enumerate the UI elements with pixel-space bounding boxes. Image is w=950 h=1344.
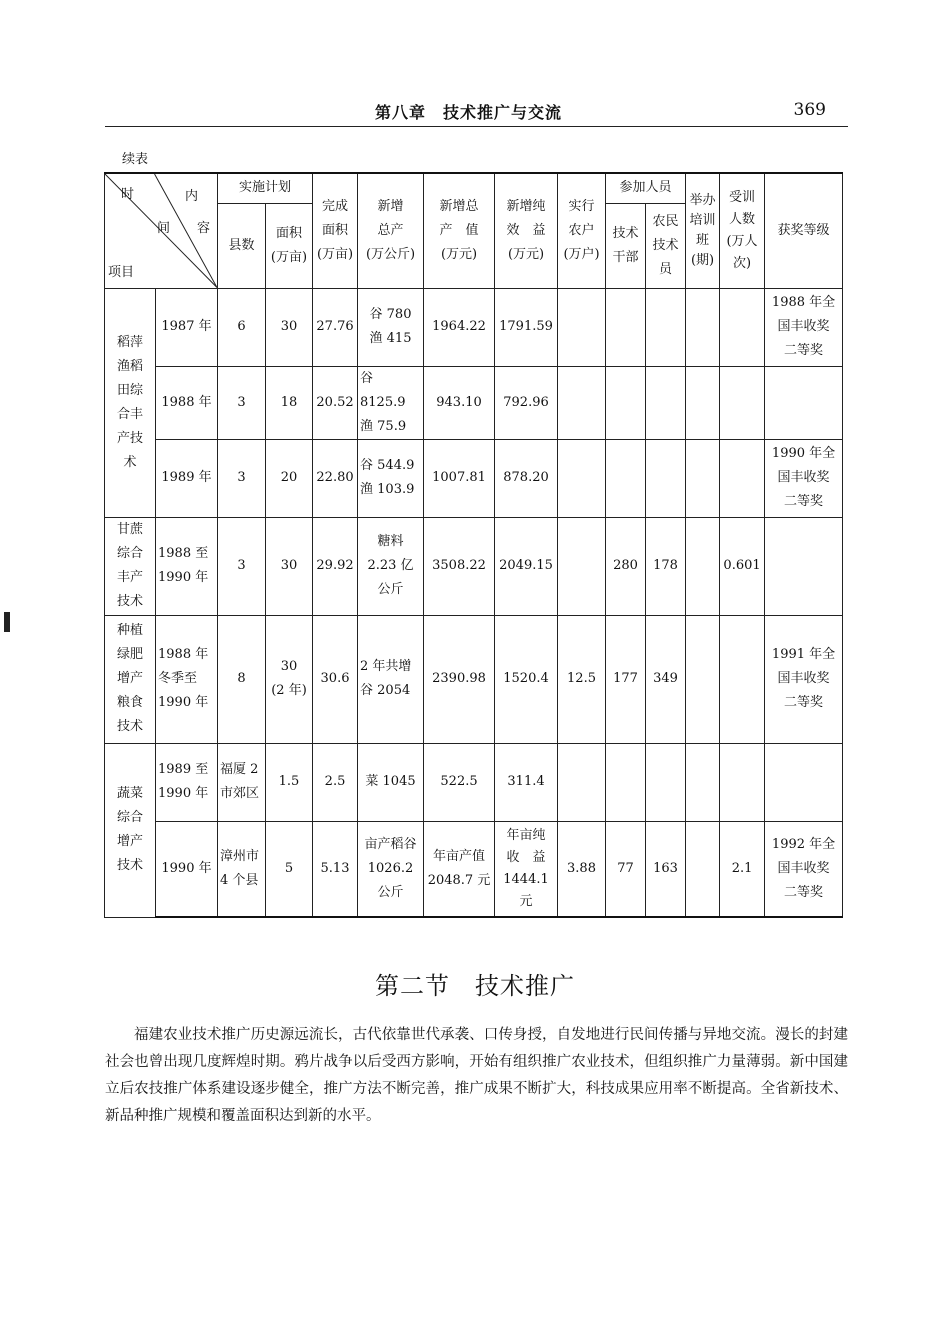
- project-cell: 稻萍 渔稻 田综 合丰 产技 术: [105, 288, 156, 517]
- output-cell: 2 年共增 谷 2054: [358, 615, 424, 743]
- benefit-cell: 792.96: [495, 366, 558, 439]
- done-cell: 20.52: [313, 366, 358, 439]
- benefit-cell: 311.4: [495, 743, 558, 821]
- header-farmer-techs: 农民 技术 员: [646, 203, 686, 288]
- cadres-cell: [606, 743, 646, 821]
- cadres-cell: [606, 439, 646, 517]
- value-cell: 年亩产值 2048.7 元: [424, 821, 495, 917]
- output-cell: 糖料 2.23 亿 公斤: [358, 517, 424, 615]
- area-cell: 20: [266, 439, 313, 517]
- area-cell: 30: [266, 517, 313, 615]
- classes-cell: [686, 366, 720, 439]
- header-net-benefit: 新增纯 效 益 (万元): [495, 173, 558, 288]
- value-cell: 1964.22: [424, 288, 495, 366]
- award-cell: [765, 743, 843, 821]
- classes-cell: [686, 615, 720, 743]
- award-cell: 1988 年全 国丰收奖 二等奖: [765, 288, 843, 366]
- value-cell: 943.10: [424, 366, 495, 439]
- farmers-cell: 178: [646, 517, 686, 615]
- header-award: 获奖等级: [765, 173, 843, 288]
- farmers-cell: [646, 288, 686, 366]
- time-cell: 1987 年: [156, 288, 218, 366]
- done-cell: 5.13: [313, 821, 358, 917]
- header-plan: 实施计划: [218, 173, 313, 203]
- time-cell: 1990 年: [156, 821, 218, 917]
- page-header: [105, 98, 848, 127]
- counties-cell: 漳州市 4 个县: [218, 821, 266, 917]
- benefit-cell: 年亩纯 收 益 1444.1 元: [495, 821, 558, 917]
- benefit-cell: 878.20: [495, 439, 558, 517]
- trainees-cell: [720, 743, 765, 821]
- counties-cell: 福厦 2 市郊区: [218, 743, 266, 821]
- corner-header: [105, 173, 218, 288]
- classes-cell: [686, 517, 720, 615]
- output-cell: 菜 1045: [358, 743, 424, 821]
- time-cell: 1988 至 1990 年: [156, 517, 218, 615]
- farmers-cell: [646, 439, 686, 517]
- output-cell: 亩产稻谷 1026.2 公斤: [358, 821, 424, 917]
- body-paragraph: 福建农业技术推广历史源远流长，古代依靠世代承袭、口传身授，自发地进行民间传播与异地交流。漫长的封建社会也曾出现几度辉煌时期。鸦片战争以后受西方影响，开始有组织推广农业技术，但组织推广力量薄弱。新中国建立后农技推广体系建设逐步健全，推广方法不断完善，推广成果不断扩大，科技成果应用率不断提高。全省新技术、新品种推广规模和覆盖面积达到新的水平。: [105, 1027, 848, 1124]
- header-tech-cadres: 技术 干部: [606, 203, 646, 288]
- counties-cell: 3: [218, 517, 266, 615]
- chapter-title: 第八章 技术推广与交流: [375, 103, 563, 122]
- output-cell: 谷 780 渔 415: [358, 288, 424, 366]
- area-cell: 30 (2 年): [266, 615, 313, 743]
- award-cell: [765, 366, 843, 439]
- output-cell: 谷 544.9 渔 103.9: [358, 439, 424, 517]
- households-cell: [558, 288, 606, 366]
- award-cell: 1992 年全 国丰收奖 二等奖: [765, 821, 843, 917]
- cadres-cell: [606, 288, 646, 366]
- area-cell: 18: [266, 366, 313, 439]
- households-cell: [558, 366, 606, 439]
- section-title: 第二节 技术推广: [375, 972, 575, 1000]
- area-cell: 5: [266, 821, 313, 917]
- classes-cell: [686, 821, 720, 917]
- header-new-output: 新增 总产 (万公斤): [358, 173, 424, 288]
- corner-label-content-2: 容: [197, 221, 211, 236]
- value-cell: 522.5: [424, 743, 495, 821]
- award-cell: 1991 年全 国丰收奖 二等奖: [765, 615, 843, 743]
- counties-cell: 8: [218, 615, 266, 743]
- corner-label-time-2: 间: [157, 221, 171, 236]
- header-trainees: 受训 人数 (万人 次): [720, 173, 765, 288]
- header-participants: 参加人员: [606, 173, 686, 203]
- cadres-cell: 77: [606, 821, 646, 917]
- classes-cell: [686, 288, 720, 366]
- table-row: [105, 743, 843, 821]
- cadres-cell: [606, 366, 646, 439]
- table-row: [105, 366, 843, 439]
- table-row: [105, 439, 843, 517]
- corner-label-time: 时: [121, 187, 135, 202]
- done-cell: 30.6: [313, 615, 358, 743]
- done-cell: 22.80: [313, 439, 358, 517]
- value-cell: 3508.22: [424, 517, 495, 615]
- cadres-cell: 280: [606, 517, 646, 615]
- trainees-cell: [720, 288, 765, 366]
- counties-cell: 3: [218, 366, 266, 439]
- benefit-cell: 2049.15: [495, 517, 558, 615]
- data-table: [104, 172, 843, 918]
- area-cell: 1.5: [266, 743, 313, 821]
- header-new-value: 新增总 产 值 (万元): [424, 173, 495, 288]
- done-cell: 2.5: [313, 743, 358, 821]
- corner-label-project: 项目: [108, 265, 135, 280]
- time-cell: 1989 年: [156, 439, 218, 517]
- header-households: 实行 农户 (万户): [558, 173, 606, 288]
- project-cell: 种植 绿肥 增产 粮食 技术: [105, 615, 156, 743]
- farmers-cell: [646, 743, 686, 821]
- table-row: [105, 821, 843, 917]
- area-cell: 30: [266, 288, 313, 366]
- households-cell: 3.88: [558, 821, 606, 917]
- classes-cell: [686, 743, 720, 821]
- households-cell: 12.5: [558, 615, 606, 743]
- trainees-cell: [720, 366, 765, 439]
- header-done-area: 完成 面积 (万亩): [313, 173, 358, 288]
- trainees-cell: [720, 439, 765, 517]
- output-cell: 谷 8125.9 渔 75.9: [358, 366, 424, 439]
- counties-cell: 3: [218, 439, 266, 517]
- table-row: [105, 517, 843, 615]
- farmers-cell: 163: [646, 821, 686, 917]
- value-cell: 1007.81: [424, 439, 495, 517]
- value-cell: 2390.98: [424, 615, 495, 743]
- header-counties: 县数: [218, 203, 266, 288]
- corner-label-content: 内: [185, 189, 199, 204]
- trainees-cell: 2.1: [720, 821, 765, 917]
- households-cell: [558, 743, 606, 821]
- project-cell: 甘蔗 综合 丰产 技术: [105, 517, 156, 615]
- continued-label: 续表: [122, 152, 149, 167]
- table-row: [105, 288, 843, 366]
- counties-cell: 6: [218, 288, 266, 366]
- time-cell: 1988 年 冬季至 1990 年: [156, 615, 218, 743]
- trainees-cell: 0.601: [720, 517, 765, 615]
- benefit-cell: 1791.59: [495, 288, 558, 366]
- award-cell: 1990 年全 国丰收奖 二等奖: [765, 439, 843, 517]
- cadres-cell: 177: [606, 615, 646, 743]
- header-plan-area: 面积 (万亩): [266, 203, 313, 288]
- header-classes: 举办 培训 班 (期): [686, 173, 720, 288]
- farmers-cell: [646, 366, 686, 439]
- households-cell: [558, 517, 606, 615]
- time-cell: 1989 至 1990 年: [156, 743, 218, 821]
- benefit-cell: 1520.4: [495, 615, 558, 743]
- trainees-cell: [720, 615, 765, 743]
- time-cell: 1988 年: [156, 366, 218, 439]
- page-number: 369: [793, 100, 826, 120]
- project-cell: 蔬菜 综合 增产 技术: [105, 743, 156, 917]
- households-cell: [558, 439, 606, 517]
- done-cell: 29.92: [313, 517, 358, 615]
- done-cell: 27.76: [313, 288, 358, 366]
- classes-cell: [686, 439, 720, 517]
- farmers-cell: 349: [646, 615, 686, 743]
- scan-margin-mark: [4, 612, 10, 632]
- table-row: [105, 615, 843, 743]
- award-cell: [765, 517, 843, 615]
